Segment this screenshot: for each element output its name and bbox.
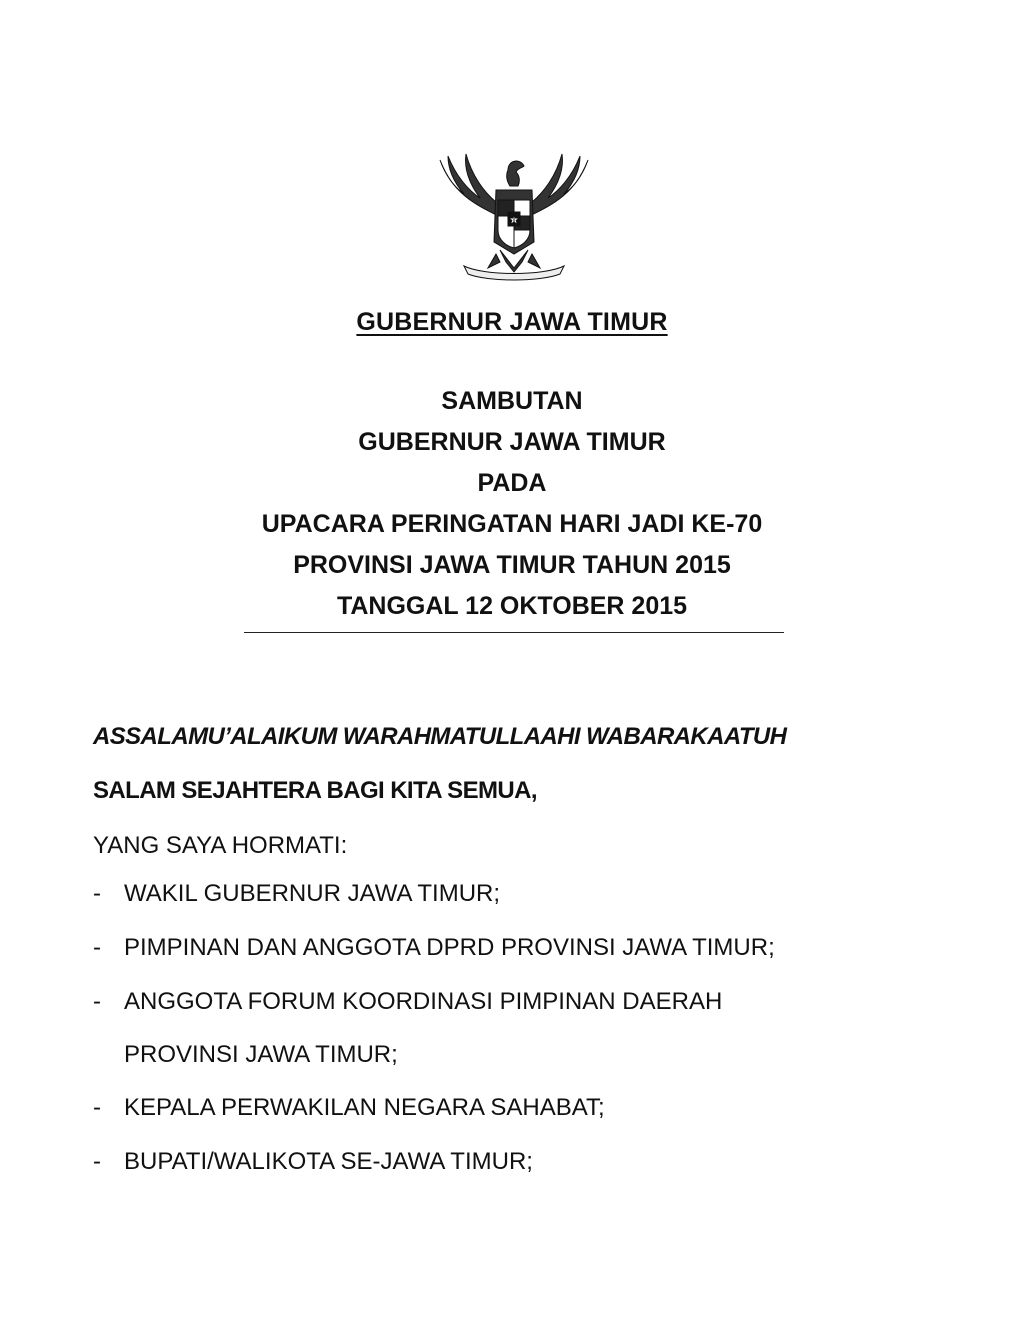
list-marker: - bbox=[93, 934, 101, 961]
garuda-emblem-icon bbox=[434, 150, 594, 282]
title-line: UPACARA PERINGATAN HARI JADI KE-70 bbox=[261, 510, 763, 538]
speech-title bbox=[0, 381, 1024, 627]
list-marker: - bbox=[93, 880, 101, 907]
list-item-text: PIMPINAN DAN ANGGOTA DPRD PROVINSI JAWA TIMUR; bbox=[124, 934, 775, 961]
list-item-text: ANGGOTA FORUM KOORDINASI PIMPINAN DAERAH bbox=[124, 988, 723, 1015]
general-greeting: SALAM SEJAHTERA BAGI KITA SEMUA, bbox=[93, 777, 537, 804]
list-marker: - bbox=[93, 988, 101, 1015]
list-item-text: PROVINSI JAWA TIMUR; bbox=[124, 1041, 398, 1068]
title-line: PADA bbox=[477, 469, 547, 497]
title-line: GUBERNUR JAWA TIMUR bbox=[358, 428, 666, 456]
list-item-text: WAKIL GUBERNUR JAWA TIMUR; bbox=[124, 880, 501, 907]
list-marker: - bbox=[93, 1148, 101, 1175]
religious-greeting: ASSALAMU’ALAIKUM WARAHMATULLAAHI WABARAKAATUH bbox=[93, 723, 787, 750]
honored-intro: YANG SAYA HORMATI: bbox=[93, 832, 348, 859]
list-item-text: BUPATI/WALIKOTA SE-JAWA TIMUR; bbox=[124, 1148, 533, 1175]
title-line: TANGGAL 12 OKTOBER 2015 bbox=[336, 592, 688, 620]
title-line: SAMBUTAN bbox=[441, 387, 583, 415]
list-marker: - bbox=[93, 1094, 101, 1121]
title-divider bbox=[244, 632, 784, 633]
title-line: PROVINSI JAWA TIMUR TAHUN 2015 bbox=[293, 551, 731, 579]
office-title: GUBERNUR JAWA TIMUR bbox=[356, 308, 668, 336]
list-item-text: KEPALA PERWAKILAN NEGARA SAHABAT; bbox=[124, 1094, 605, 1121]
